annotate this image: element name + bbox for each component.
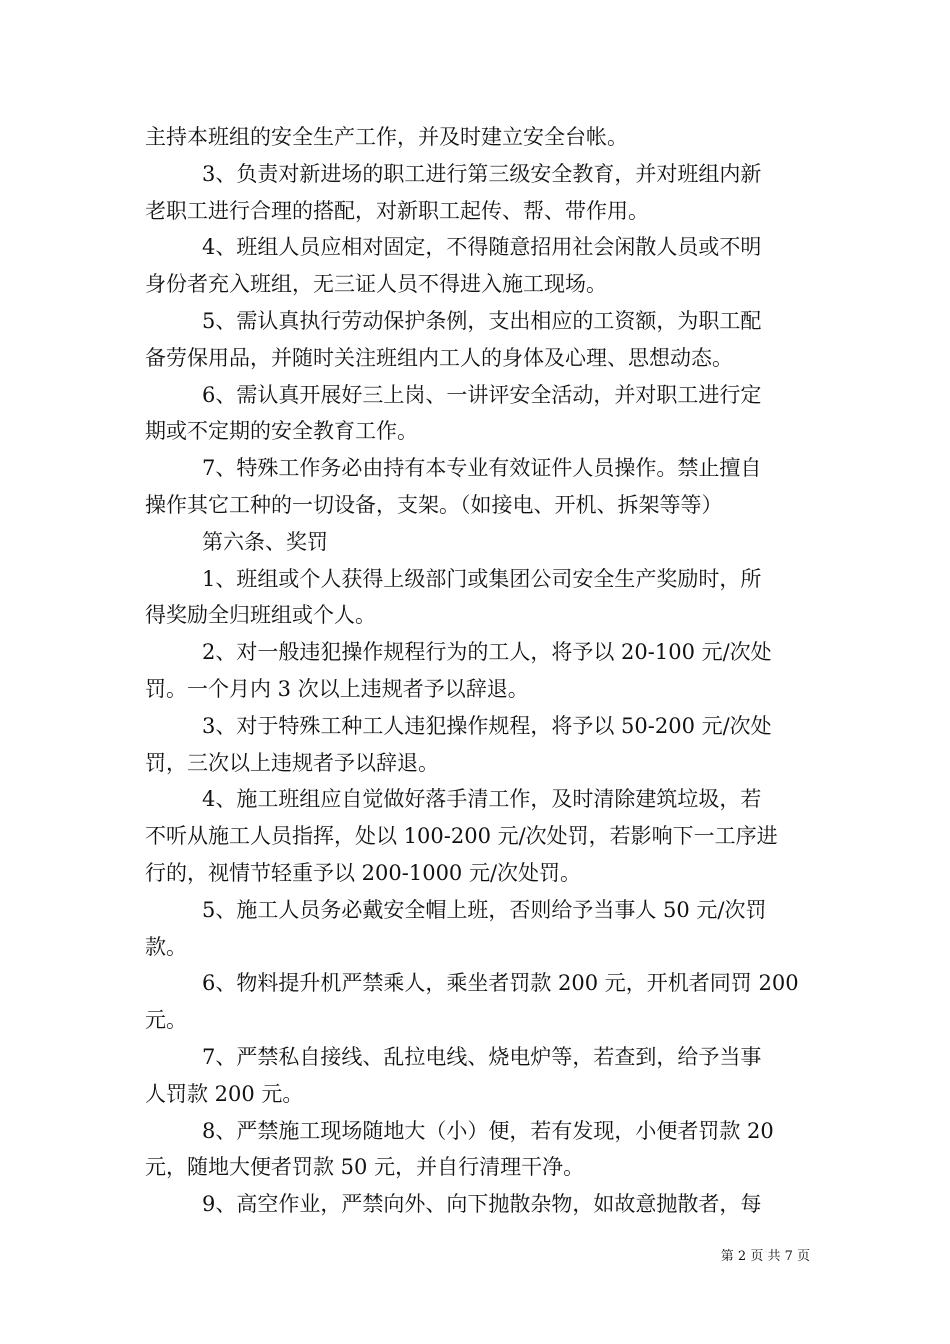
text-line: 3、负责对新进场的职工进行第三级安全教育，并对班组内新	[202, 161, 762, 186]
text-line: 身份者充入班组，无三证人员不得进入施工现场。	[145, 272, 607, 297]
text-line: 5、需认真执行劳动保护条例，支出相应的工资额，为职工配	[202, 308, 762, 333]
text-line: 4、施工班组应自觉做好落手清工作，及时清除建筑垃圾，若	[202, 787, 762, 812]
text-line: 得奖励全归班组或个人。	[145, 603, 376, 628]
text-line: 4、班组人员应相对固定，不得随意招用社会闲散人员或不明	[202, 235, 762, 260]
text-line: 操作其它工种的一切设备，支架。（如接电、开机、拆架等等）	[145, 492, 723, 517]
text-line: 元。	[145, 1008, 187, 1033]
text-line: 罚。一个月内 3 次以上违规者予以辞退。	[145, 676, 529, 701]
text-line: 3、对于特殊工种工人违犯操作规程，将予以 50-200 元/次处	[202, 713, 772, 738]
text-line: 主持本班组的安全生产工作，并及时建立安全台帐。	[145, 125, 628, 149]
text-line: 1、班组或个人获得上级部门或集团公司安全生产奖励时，所	[202, 566, 762, 591]
text-line: 2、对一般违犯操作规程行为的工人，将予以 20-100 元/次处	[202, 640, 772, 665]
text-line: 6、物料提升机严禁乘人，乘坐者罚款 200 元，开机者同罚 200	[202, 971, 799, 996]
text-line: 7、特殊工作务必由持有本专业有效证件人员操作。禁止擅自	[202, 456, 762, 481]
text-line: 8、严禁施工现场随地大（小）便，若有发现，小便者罚款 20	[202, 1118, 774, 1143]
text-line: 不听从施工人员指挥，处以 100-200 元/次处罚，若影响下一工序进	[145, 824, 778, 849]
text-line: 老职工进行合理的搭配，对新职工起传、帮、带作用。	[145, 198, 649, 223]
text-line: 款。	[145, 934, 187, 959]
text-line: 备劳保用品，并随时关注班组内工人的身体及心理、思想动态。	[145, 345, 733, 370]
page-number-footer: 第 2 页 共 7 页	[720, 1249, 810, 1264]
text-line: 元，随地大便者罚款 50 元，并自行清理干净。	[145, 1155, 585, 1180]
text-line: 罚，三次以上违规者予以辞退。	[145, 750, 439, 775]
text-line: 7、严禁私自接线、乱拉电线、烧电炉等，若查到，给予当事	[202, 1044, 762, 1069]
document-body	[145, 119, 810, 1223]
text-line: 9、高空作业，严禁向外、向下抛散杂物，如故意抛散者，每	[202, 1192, 762, 1217]
text-line: 6、需认真开展好三上岗、一讲评安全活动，并对职工进行定	[202, 382, 762, 407]
text-line: 5、施工人员务必戴安全帽上班，否则给予当事人 50 元/次罚	[202, 897, 767, 922]
text-line: 期或不定期的安全教育工作。	[145, 419, 418, 444]
text-line: 第六条、奖罚	[202, 529, 328, 554]
text-line: 行的，视情节轻重予以 200-1000 元/次处罚。	[145, 860, 582, 885]
text-line: 人罚款 200 元。	[145, 1081, 304, 1106]
